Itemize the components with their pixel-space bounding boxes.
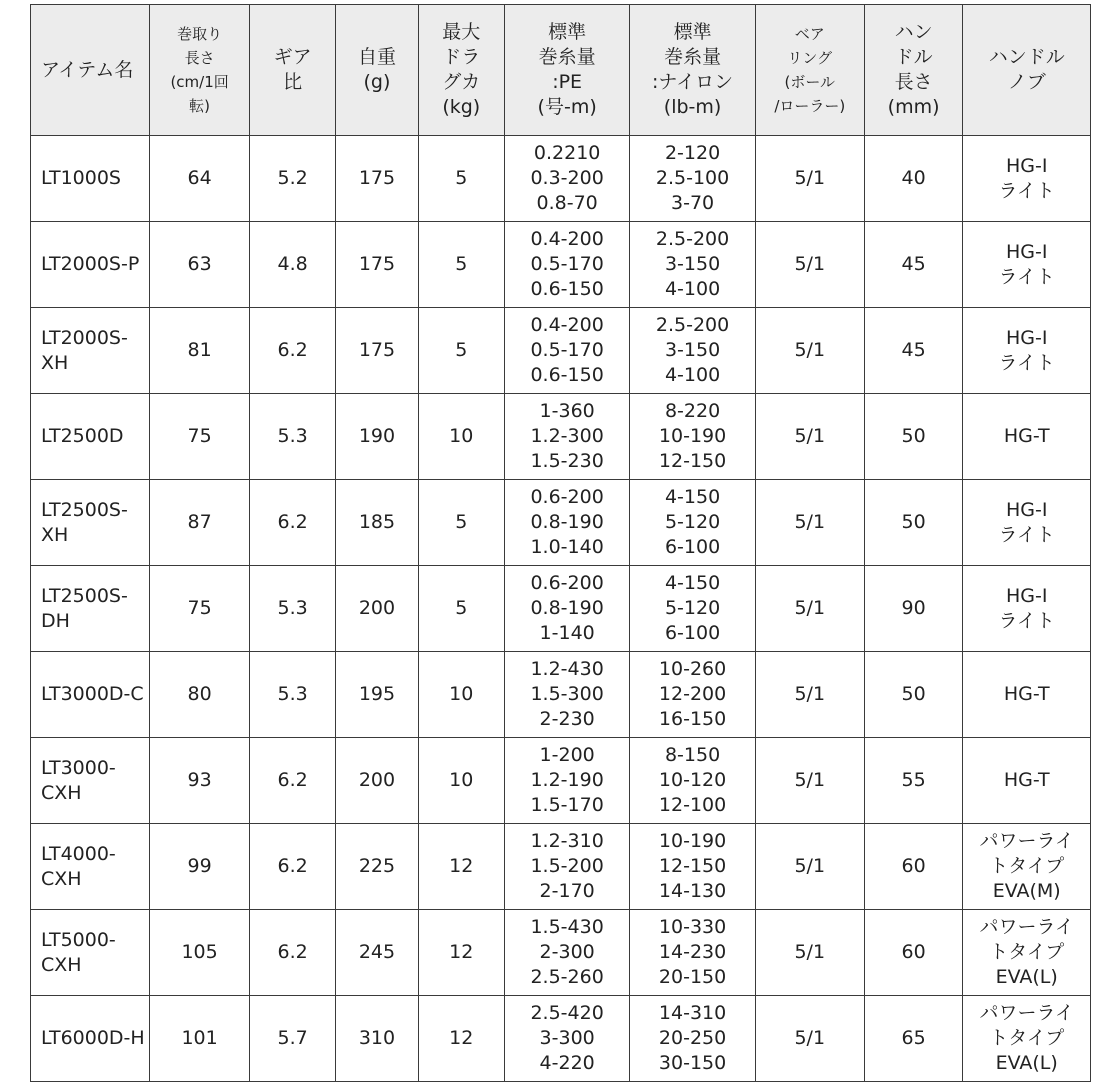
nylon-capacity-cell: 2-120 2.5-100 3-70: [630, 136, 755, 222]
gear-ratio-cell: 5.3: [249, 394, 335, 480]
gear-ratio-cell: 5.2: [249, 136, 335, 222]
item-name-cell: LT2000S-P: [31, 222, 150, 308]
header-item-name: アイテム名: [31, 5, 150, 136]
table-row: [31, 222, 1091, 308]
handle-length-cell: 60: [864, 824, 963, 910]
bearings-cell: 5/1: [755, 824, 864, 910]
handle-length-cell: 50: [864, 394, 963, 480]
nylon-capacity-cell: 10-330 14-230 20-150: [630, 910, 755, 996]
max-drag-cell: 12: [418, 996, 504, 1082]
item-name-cell: LT2500S- XH: [31, 480, 150, 566]
retrieve-length-cell: 80: [150, 652, 250, 738]
weight-cell: 195: [336, 652, 418, 738]
header-handle-length: ハン ドル 長さ (mm): [864, 5, 963, 136]
gear-ratio-cell: 6.2: [249, 910, 335, 996]
retrieve-length-cell: 81: [150, 308, 250, 394]
nylon-capacity-cell: 4-150 5-120 6-100: [630, 566, 755, 652]
table-row: [31, 824, 1091, 910]
gear-ratio-cell: 6.2: [249, 308, 335, 394]
handle-length-cell: 60: [864, 910, 963, 996]
max-drag-cell: 10: [418, 652, 504, 738]
gear-ratio-cell: 5.3: [249, 566, 335, 652]
retrieve-length-cell: 87: [150, 480, 250, 566]
table-row: [31, 394, 1091, 480]
retrieve-length-cell: 63: [150, 222, 250, 308]
handle-length-cell: 50: [864, 652, 963, 738]
item-name-cell: LT2500D: [31, 394, 150, 480]
bearings-cell: 5/1: [755, 480, 864, 566]
header-row: [31, 5, 1091, 136]
max-drag-cell: 5: [418, 566, 504, 652]
max-drag-cell: 10: [418, 738, 504, 824]
handle-knob-cell: HG-T: [963, 652, 1091, 738]
table-row: [31, 136, 1091, 222]
table-row: [31, 480, 1091, 566]
header-handle-knob: ハンドル ノブ: [963, 5, 1091, 136]
handle-knob-cell: HG-I ライト: [963, 566, 1091, 652]
max-drag-cell: 5: [418, 308, 504, 394]
item-name-cell: LT3000- CXH: [31, 738, 150, 824]
gear-ratio-cell: 6.2: [249, 824, 335, 910]
handle-length-cell: 45: [864, 222, 963, 308]
pe-capacity-cell: 0.4-200 0.5-170 0.6-150: [504, 222, 629, 308]
max-drag-cell: 10: [418, 394, 504, 480]
max-drag-cell: 12: [418, 824, 504, 910]
weight-cell: 175: [336, 222, 418, 308]
weight-cell: 175: [336, 308, 418, 394]
pe-capacity-cell: 1-360 1.2-300 1.5-230: [504, 394, 629, 480]
nylon-capacity-cell: 8-150 10-120 12-100: [630, 738, 755, 824]
bearings-cell: 5/1: [755, 738, 864, 824]
pe-capacity-cell: 0.6-200 0.8-190 1.0-140: [504, 480, 629, 566]
item-name-cell: LT3000D-C: [31, 652, 150, 738]
retrieve-length-cell: 93: [150, 738, 250, 824]
retrieve-length-cell: 64: [150, 136, 250, 222]
pe-capacity-cell: 2.5-420 3-300 4-220: [504, 996, 629, 1082]
table-row: [31, 308, 1091, 394]
weight-cell: 225: [336, 824, 418, 910]
bearings-cell: 5/1: [755, 652, 864, 738]
handle-length-cell: 90: [864, 566, 963, 652]
retrieve-length-cell: 75: [150, 566, 250, 652]
item-name-cell: LT2000S- XH: [31, 308, 150, 394]
item-name-cell: LT2500S- DH: [31, 566, 150, 652]
header-pe-capacity: 標準 巻糸量 :PE (号-m): [504, 5, 629, 136]
gear-ratio-cell: 6.2: [249, 480, 335, 566]
handle-knob-cell: HG-I ライト: [963, 222, 1091, 308]
nylon-capacity-cell: 4-150 5-120 6-100: [630, 480, 755, 566]
weight-cell: 185: [336, 480, 418, 566]
bearings-cell: 5/1: [755, 910, 864, 996]
max-drag-cell: 12: [418, 910, 504, 996]
max-drag-cell: 5: [418, 222, 504, 308]
pe-capacity-cell: 1.2-310 1.5-200 2-170: [504, 824, 629, 910]
gear-ratio-cell: 4.8: [249, 222, 335, 308]
weight-cell: 245: [336, 910, 418, 996]
spec-table: [30, 4, 1091, 1082]
table-row: [31, 566, 1091, 652]
gear-ratio-cell: 6.2: [249, 738, 335, 824]
item-name-cell: LT5000- CXH: [31, 910, 150, 996]
header-gear-ratio: ギア 比: [249, 5, 335, 136]
handle-length-cell: 45: [864, 308, 963, 394]
pe-capacity-cell: 1.5-430 2-300 2.5-260: [504, 910, 629, 996]
pe-capacity-cell: 1-200 1.2-190 1.5-170: [504, 738, 629, 824]
retrieve-length-cell: 105: [150, 910, 250, 996]
handle-length-cell: 55: [864, 738, 963, 824]
table-row: [31, 652, 1091, 738]
handle-length-cell: 65: [864, 996, 963, 1082]
weight-cell: 190: [336, 394, 418, 480]
pe-capacity-cell: 1.2-430 1.5-300 2-230: [504, 652, 629, 738]
nylon-capacity-cell: 2.5-200 3-150 4-100: [630, 222, 755, 308]
retrieve-length-cell: 75: [150, 394, 250, 480]
max-drag-cell: 5: [418, 136, 504, 222]
table-row: [31, 910, 1091, 996]
bearings-cell: 5/1: [755, 394, 864, 480]
bearings-cell: 5/1: [755, 566, 864, 652]
pe-capacity-cell: 0.2210 0.3-200 0.8-70: [504, 136, 629, 222]
weight-cell: 310: [336, 996, 418, 1082]
handle-knob-cell: HG-I ライト: [963, 480, 1091, 566]
retrieve-length-cell: 101: [150, 996, 250, 1082]
bearings-cell: 5/1: [755, 308, 864, 394]
weight-cell: 175: [336, 136, 418, 222]
handle-knob-cell: パワーライ トタイプ EVA(L): [963, 910, 1091, 996]
handle-knob-cell: パワーライ トタイプ EVA(L): [963, 996, 1091, 1082]
item-name-cell: LT4000- CXH: [31, 824, 150, 910]
nylon-capacity-cell: 8-220 10-190 12-150: [630, 394, 755, 480]
handle-length-cell: 40: [864, 136, 963, 222]
retrieve-length-cell: 99: [150, 824, 250, 910]
handle-knob-cell: パワーライ トタイプ EVA(M): [963, 824, 1091, 910]
table-body: [31, 136, 1091, 1082]
handle-knob-cell: HG-I ライト: [963, 308, 1091, 394]
bearings-cell: 5/1: [755, 996, 864, 1082]
weight-cell: 200: [336, 566, 418, 652]
header-retrieve-length: 巻取り 長さ (cm/1回 転): [150, 5, 250, 136]
handle-knob-cell: HG-T: [963, 738, 1091, 824]
pe-capacity-cell: 0.6-200 0.8-190 1-140: [504, 566, 629, 652]
nylon-capacity-cell: 2.5-200 3-150 4-100: [630, 308, 755, 394]
table-row: [31, 996, 1091, 1082]
header-weight: 自重 (g): [336, 5, 418, 136]
nylon-capacity-cell: 10-190 12-150 14-130: [630, 824, 755, 910]
gear-ratio-cell: 5.3: [249, 652, 335, 738]
bearings-cell: 5/1: [755, 222, 864, 308]
item-name-cell: LT6000D-H: [31, 996, 150, 1082]
header-bearings: ベア リング (ボール /ローラー): [755, 5, 864, 136]
pe-capacity-cell: 0.4-200 0.5-170 0.6-150: [504, 308, 629, 394]
nylon-capacity-cell: 10-260 12-200 16-150: [630, 652, 755, 738]
nylon-capacity-cell: 14-310 20-250 30-150: [630, 996, 755, 1082]
table-row: [31, 738, 1091, 824]
header-nylon-capacity: 標準 巻糸量 :ナイロン (lb-m): [630, 5, 755, 136]
max-drag-cell: 5: [418, 480, 504, 566]
handle-length-cell: 50: [864, 480, 963, 566]
handle-knob-cell: HG-T: [963, 394, 1091, 480]
header-max-drag: 最大 ドラ グカ (kg): [418, 5, 504, 136]
bearings-cell: 5/1: [755, 136, 864, 222]
gear-ratio-cell: 5.7: [249, 996, 335, 1082]
weight-cell: 200: [336, 738, 418, 824]
handle-knob-cell: HG-I ライト: [963, 136, 1091, 222]
item-name-cell: LT1000S: [31, 136, 150, 222]
